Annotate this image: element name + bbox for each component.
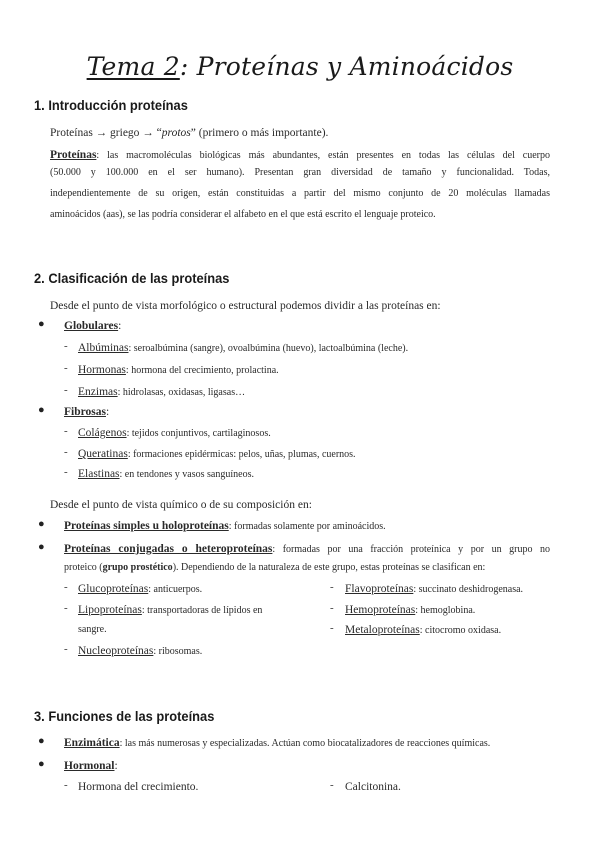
section-1-heading: 1. Introducción proteínas (34, 97, 188, 113)
hormonal-item (64, 757, 118, 775)
conj-right-item (345, 621, 501, 640)
fibrosas-item (64, 403, 109, 421)
sub-desc: : hidrolasas, oxidasas, ligasas… (117, 387, 246, 398)
enzimatica-desc: : las más numerosas y especializadas. Actúan como biocatalizadores de reacciones químicas. (119, 738, 491, 749)
grupo-prostetico: grupo prostético (102, 562, 173, 573)
bullet-icon: ● (38, 318, 45, 330)
conj-right-item (345, 601, 475, 620)
conj-left-item (78, 601, 262, 620)
bullet-icon: ● (38, 758, 45, 770)
etym-a: Proteínas → griego → “ (50, 127, 162, 139)
definition-text-1: : las macromoléculas biológicas más abundantes, están presentes en todas las células del cuerpo (96, 150, 550, 161)
conj-term: Proteínas conjugadas o heteroproteínas (64, 543, 273, 555)
fibrosas-term: Fibrosas (64, 406, 106, 418)
fib-sub-item (78, 445, 356, 464)
simple-proteins-item (64, 517, 386, 536)
sub-desc: : succinato deshidrogenasa. (413, 584, 524, 595)
sub-desc: : ribosomas. (153, 646, 203, 657)
glob-sub-item (78, 361, 279, 380)
definition-line-2: (50.000 y 100.000 en el ser humano). Presentan gran diversidad de tamaño y funcionalidad. Todas, (50, 167, 550, 178)
globulares-colon: : (118, 320, 122, 332)
sub-term: Lipoproteínas (78, 604, 142, 616)
conj-l2c: ). Dependiendo de la naturaleza de este grupo, estas proteínas se clasifican en: (172, 562, 486, 573)
dash-icon: - (64, 581, 68, 593)
etym-c: ” (primero o más importante). (190, 127, 329, 139)
dash-icon: - (64, 446, 68, 458)
dash-icon: - (64, 340, 68, 352)
glob-sub-item (78, 339, 408, 358)
sub-desc: : citocromo oxidasa. (419, 625, 502, 636)
fib-sub-item (78, 465, 254, 484)
sub-desc: : hormona del crecimiento, prolactina. (125, 365, 279, 376)
sub-desc: : hemoglobina. (415, 605, 476, 616)
dash-icon: - (64, 466, 68, 478)
fib-sub-item (78, 424, 271, 443)
sub-term: Albúminas (78, 342, 129, 354)
conjugated-proteins-line-2 (64, 559, 485, 577)
classification-intro-2: Desde el punto de vista químico o de su composición en: (50, 499, 312, 511)
hormonal-term: Hormonal (64, 760, 115, 772)
conj-desc: : formadas por una fracción proteínica y por un grupo no (272, 544, 550, 555)
sub-desc: : en tendones y vasos sanguíneos. (119, 469, 254, 480)
dash-icon: - (64, 643, 68, 655)
dash-icon: - (64, 425, 68, 437)
simple-term: Proteínas simples u holoproteínas (64, 520, 229, 532)
sub-desc: : tejidos conjuntivos, cartilaginosos. (126, 428, 271, 439)
glob-sub-item (78, 383, 245, 402)
title-part-2: : Proteínas y Aminoácidos (179, 52, 514, 81)
conj-left-item (78, 580, 202, 599)
section-2-heading: 2. Clasificación de las proteínas (34, 270, 230, 286)
sub-term: Elastinas (78, 468, 120, 480)
sub-term: Colágenos (78, 427, 127, 439)
sub-term: Nucleoproteínas (78, 645, 154, 657)
sub-term: Queratinas (78, 448, 128, 460)
globulares-item (64, 317, 121, 335)
bullet-icon: ● (38, 518, 45, 530)
sub-term: Enzimas (78, 386, 118, 398)
dash-icon: - (64, 779, 68, 791)
definition-line-1 (50, 146, 550, 165)
dash-icon: - (64, 384, 68, 396)
bullet-icon: ● (38, 541, 45, 553)
conj-right-item (345, 580, 523, 599)
definition-line-4: aminoácidos (aas), se las podría considerar el alfabeto en el que está escrito el lenguaje proteico. (50, 209, 436, 220)
title-part-1: Tema 2 (86, 52, 180, 81)
conj-left-item (78, 642, 202, 661)
bullet-icon: ● (38, 404, 45, 416)
conj-left-item-cont: sangre. (78, 624, 107, 635)
simple-desc: : formadas solamente por aminoácidos. (228, 521, 386, 532)
bullet-icon: ● (38, 735, 45, 747)
sub-term: Hemoproteínas (345, 604, 416, 616)
conj-l2a: proteico ( (64, 562, 103, 573)
dash-icon: - (330, 622, 334, 634)
page-title (0, 52, 600, 81)
etymology-line (50, 124, 328, 142)
dash-icon: - (330, 602, 334, 614)
sub-term: Hormonas (78, 364, 126, 376)
enzimatica-term: Enzimática (64, 737, 120, 749)
dash-icon: - (64, 362, 68, 374)
section-3-heading: 3. Funciones de las proteínas (34, 708, 215, 724)
fibrosas-colon: : (105, 406, 110, 418)
sub-desc: : formaciones epidérmicas: pelos, uñas, plumas, cuernos. (127, 449, 356, 460)
etym-b: protos (161, 127, 191, 139)
dash-icon: - (64, 602, 68, 614)
sub-term: Glucoproteínas (78, 583, 149, 595)
hormonal-sub-right: Calcitonina. (345, 781, 401, 793)
hormonal-colon: : (114, 760, 118, 772)
sub-term: Flavoproteínas (345, 583, 414, 595)
enzimatica-item (64, 734, 490, 753)
globulares-term: Globulares (64, 320, 119, 332)
conjugated-proteins-line-1 (64, 540, 550, 559)
classification-intro-1: Desde el punto de vista morfológico o estructural podemos dividir a las proteínas en: (50, 300, 441, 312)
definition-line-3: independientemente de su origen, están constituidas a partir del mismo conjunto de 20 moléculas llamadas (50, 188, 550, 199)
sub-desc: : transportadoras de lípidos en (141, 605, 263, 616)
dash-icon: - (330, 779, 334, 791)
sub-desc: : seroalbúmina (sangre), ovoalbúmina (huevo), lactoalbúmina (leche). (128, 343, 409, 354)
hormonal-sub-left: Hormona del crecimiento. (78, 781, 199, 793)
sub-desc: : anticuerpos. (148, 584, 203, 595)
sub-term: Metaloproteínas (345, 624, 420, 636)
dash-icon: - (330, 581, 334, 593)
definition-term: Proteínas (50, 149, 97, 161)
